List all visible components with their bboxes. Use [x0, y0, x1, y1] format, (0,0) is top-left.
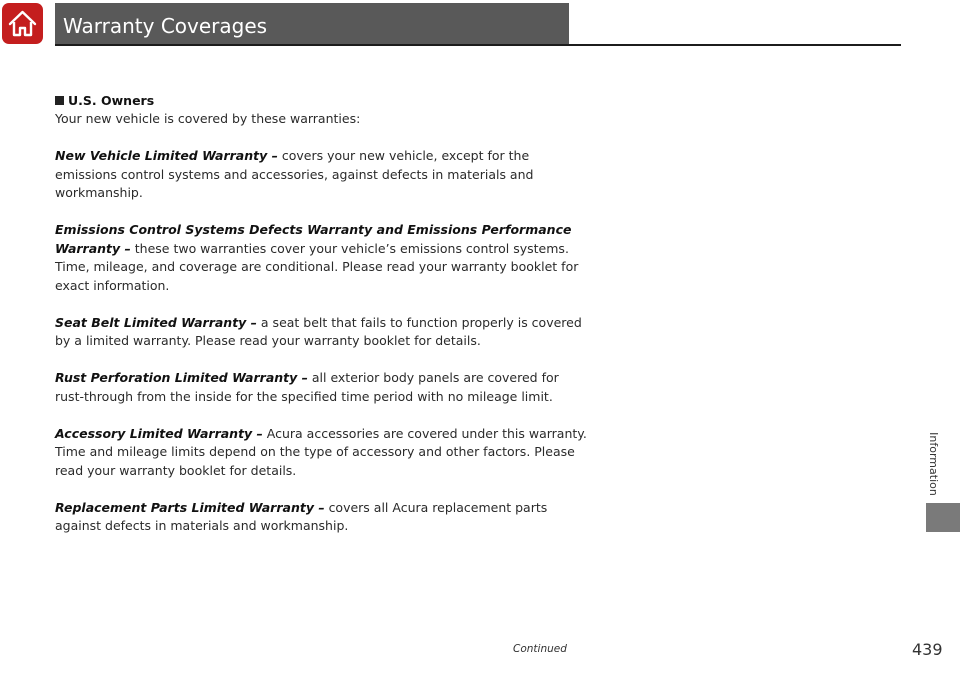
- home-button[interactable]: [2, 3, 43, 44]
- warranty-line: by a limited warranty. Please read your warranty booklet for details.: [55, 333, 481, 348]
- warranty-text: Acura accessories are covered under this warranty.: [266, 425, 587, 441]
- section-heading-text: U.S. Owners: [68, 93, 155, 108]
- warranty-term: Emissions Control Systems Defects Warranty and Emissions Performance: [55, 222, 572, 237]
- warranty-text: covers your new vehicle, except for the: [281, 148, 530, 163]
- page-number: 439: [912, 640, 943, 659]
- warranty-line: workmanship.: [55, 185, 143, 200]
- warranty-line: against defects in materials and workmanship.: [55, 518, 349, 533]
- warranty-term: Seat Belt Limited Warranty –: [55, 314, 257, 330]
- warranty-line: Time, mileage, and coverage are conditional. Please read your warranty booklet for: [55, 259, 579, 274]
- title-divider: [55, 44, 901, 46]
- warranty-term: Replacement Parts Limited Warranty –: [55, 499, 325, 515]
- warranty-term: Warranty –: [55, 240, 131, 256]
- intro-text: Your new vehicle is covered by these warranties:: [55, 111, 361, 126]
- warranty-line: [55, 425, 587, 444]
- section-side-label: [925, 426, 941, 502]
- warranty-line: rust-through from the inside for the specified time period with no mileage limit.: [55, 388, 553, 404]
- warranty-line: [55, 147, 571, 166]
- home-icon: [6, 7, 39, 40]
- warranty-term: New Vehicle Limited Warranty –: [55, 148, 278, 163]
- warranty-line: [55, 499, 571, 518]
- warranty-text: these two warranties cover your vehicle’s emissions control systems.: [134, 240, 569, 256]
- continued-label: Continued: [513, 643, 567, 655]
- title-bar: [55, 3, 569, 44]
- warranty-term: Accessory Limited Warranty –: [55, 425, 263, 441]
- section-tab[interactable]: [926, 503, 960, 532]
- warranty-line: [55, 240, 571, 259]
- warranty-line: [55, 369, 571, 388]
- warranty-term: Rust Perforation Limited Warranty –: [55, 370, 308, 385]
- warranty-line: emissions control systems and accessories, against defects in materials and: [55, 166, 534, 182]
- side-label-text: Information: [927, 432, 940, 496]
- content-body: [55, 92, 587, 536]
- warranty-line: exact information.: [55, 277, 170, 293]
- warranty-text: all exterior body panels are covered for: [311, 370, 559, 385]
- warranty-line: [55, 314, 582, 333]
- warranty-line: read your warranty booklet for details.: [55, 462, 297, 478]
- square-bullet-icon: [55, 96, 64, 105]
- warranty-line: Time and mileage limits depend on the type of accessory and other factors. Please: [55, 444, 575, 459]
- page-title: Warranty Coverages: [63, 14, 268, 38]
- warranty-text: a seat belt that fails to function properly is covered: [260, 314, 582, 330]
- warranty-line: [55, 221, 571, 240]
- section-heading: [55, 92, 571, 110]
- warranty-text: covers all Acura replacement parts: [328, 499, 548, 515]
